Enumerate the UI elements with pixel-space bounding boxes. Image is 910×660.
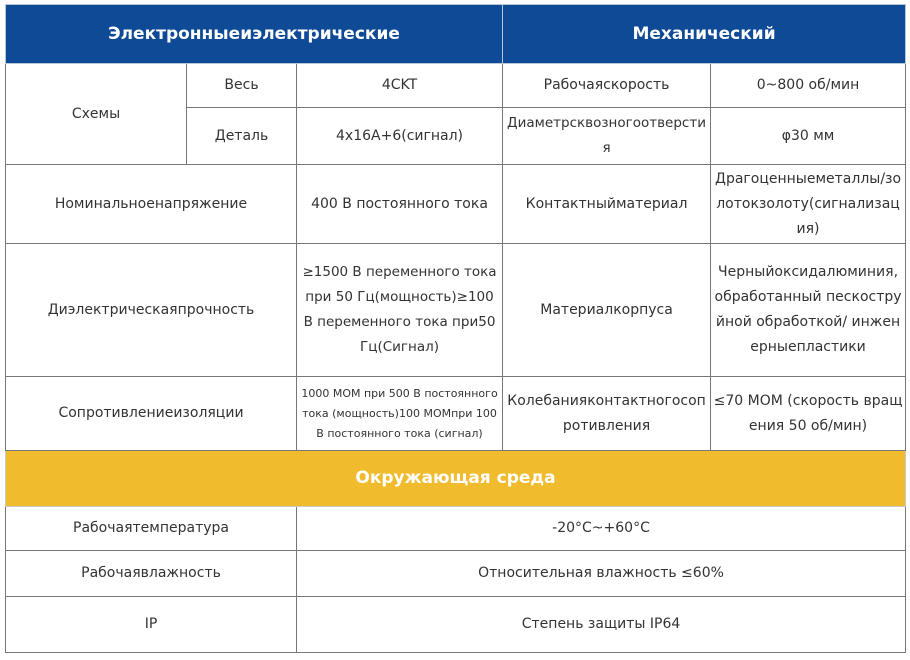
speed-value: 0~800 об/мин <box>711 64 906 108</box>
table-row <box>6 244 906 377</box>
ip-label: IP <box>6 597 297 653</box>
fluctuation-label: Колебанияконтактногосопротивления <box>503 377 711 451</box>
bore-label: Диаметрсквозногоотверстия <box>503 108 711 165</box>
humidity-value: Относительная влажность ≤60% <box>297 551 906 597</box>
section-header-row <box>6 5 906 64</box>
table-row <box>6 377 906 451</box>
ip-value: Степень защиты IP64 <box>297 597 906 653</box>
table-row <box>6 507 906 551</box>
circuits-total-label: Весь <box>187 64 297 108</box>
insulation-label: Сопротивлениеизоляции <box>6 377 297 451</box>
circuits-detail-value: 4x16A+6(сигнал) <box>297 108 503 165</box>
temperature-value: -20°C~+60°C <box>297 507 906 551</box>
humidity-label: Рабочаявлажность <box>6 551 297 597</box>
specification-table <box>5 4 906 653</box>
table-row <box>6 597 906 653</box>
housing-label: Материалкорпуса <box>503 244 711 377</box>
environment-header: Окружающая среда <box>6 451 906 507</box>
fluctuation-value: ≤70 МОМ (скорость вращения 50 об/мин) <box>711 377 906 451</box>
voltage-value: 400 В постоянного тока <box>297 165 503 244</box>
housing-value: Черныйоксидалюминия, обработанный пескоструйной обработкой/ инженерныепластики <box>711 244 906 377</box>
table-row <box>6 64 906 108</box>
environment-header-row <box>6 451 906 507</box>
circuits-total-value: 4CKT <box>297 64 503 108</box>
contact-material-label: Контактныйматериал <box>503 165 711 244</box>
mechanical-header: Механический <box>503 5 906 64</box>
speed-label: Рабочаяскорость <box>503 64 711 108</box>
contact-material-value: Драгоценныеметаллы/золотокзолоту(сигнализация) <box>711 165 906 244</box>
table-row <box>6 165 906 244</box>
dielectric-value: ≥1500 В переменного тока при 50 Гц(мощность)≥100 В переменного тока при50 Гц(Сигнал) <box>297 244 503 377</box>
circuits-label: Схемы <box>6 64 187 165</box>
table-row <box>6 551 906 597</box>
electrical-header: Электронныеиэлектрические <box>6 5 503 64</box>
bore-value: φ30 мм <box>711 108 906 165</box>
temperature-label: Рабочаятемпература <box>6 507 297 551</box>
dielectric-label: Диэлектрическаяпрочность <box>6 244 297 377</box>
voltage-label: Номинальноенапряжение <box>6 165 297 244</box>
insulation-value: 1000 МОМ при 500 В постоянного тока (мощность)100 МОМпри 100 В постоянного тока (сигнал) <box>297 377 503 451</box>
circuits-detail-label: Деталь <box>187 108 297 165</box>
